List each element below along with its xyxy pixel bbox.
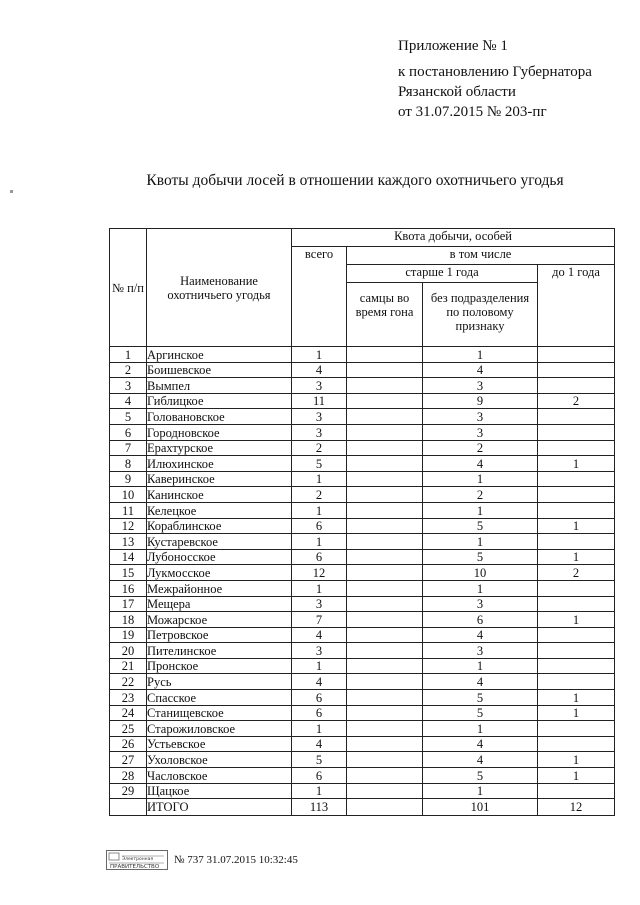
- row-under: [538, 409, 615, 425]
- row-name: Головановское: [147, 409, 292, 425]
- table-row: [110, 736, 615, 752]
- row-males: [347, 440, 423, 456]
- row-nosex: 3: [423, 378, 538, 394]
- row-number: 16: [110, 580, 147, 596]
- row-name: Лубоносское: [147, 549, 292, 565]
- appendix-region-line: Рязанской области: [398, 84, 516, 100]
- row-under: 1: [538, 690, 615, 706]
- header-males: [347, 283, 423, 347]
- totals-total: 113: [292, 799, 347, 816]
- row-males: [347, 658, 423, 674]
- row-total: 1: [292, 534, 347, 550]
- row-total: 6: [292, 690, 347, 706]
- row-total: 1: [292, 471, 347, 487]
- row-males: [347, 565, 423, 581]
- row-nosex: 2: [423, 440, 538, 456]
- row-nosex: 3: [423, 424, 538, 440]
- row-number: 18: [110, 612, 147, 628]
- row-males: [347, 736, 423, 752]
- row-number: 27: [110, 752, 147, 768]
- row-name: Станищевское: [147, 705, 292, 721]
- row-males: [347, 347, 423, 363]
- totals-nosex: 101: [423, 799, 538, 816]
- row-number: 28: [110, 768, 147, 784]
- table-row: [110, 705, 615, 721]
- table-row: [110, 627, 615, 643]
- row-nosex: 3: [423, 409, 538, 425]
- row-under: [538, 471, 615, 487]
- row-name: Петровское: [147, 627, 292, 643]
- row-name: Старожиловское: [147, 721, 292, 737]
- row-nosex: 5: [423, 549, 538, 565]
- registration-footer: [106, 850, 298, 870]
- row-males: [347, 596, 423, 612]
- row-total: 4: [292, 736, 347, 752]
- table-row: [110, 658, 615, 674]
- table-row: [110, 783, 615, 799]
- row-total: 1: [292, 783, 347, 799]
- row-under: 2: [538, 393, 615, 409]
- row-under: [538, 347, 615, 363]
- stamp-top-text: Электронная: [122, 857, 154, 862]
- row-number: 2: [110, 362, 147, 378]
- table-row: [110, 424, 615, 440]
- row-number: 17: [110, 596, 147, 612]
- row-nosex: 6: [423, 612, 538, 628]
- row-males: [347, 752, 423, 768]
- row-nosex: 9: [423, 393, 538, 409]
- row-under: 1: [538, 456, 615, 472]
- table-row: [110, 362, 615, 378]
- row-nosex: 1: [423, 471, 538, 487]
- table-row: [110, 768, 615, 784]
- row-total: 4: [292, 627, 347, 643]
- row-number: 4: [110, 393, 147, 409]
- row-nosex: 1: [423, 721, 538, 737]
- header-nosex: [423, 283, 538, 347]
- row-under: [538, 378, 615, 394]
- row-name: Кораблинское: [147, 518, 292, 534]
- row-total: 4: [292, 674, 347, 690]
- row-males: [347, 721, 423, 737]
- row-nosex: 1: [423, 783, 538, 799]
- document-title: Квоты добычи лосей в отношении каждого охотничьего угодья: [146, 172, 564, 189]
- row-under: [538, 424, 615, 440]
- row-number: 10: [110, 487, 147, 503]
- quota-table: [109, 228, 615, 816]
- header-quota: Квота добычи, особей: [292, 229, 615, 247]
- row-males: [347, 424, 423, 440]
- row-number: 22: [110, 674, 147, 690]
- row-name: Боишевское: [147, 362, 292, 378]
- row-males: [347, 471, 423, 487]
- row-name: Келецкое: [147, 502, 292, 518]
- totals-label: ИТОГО: [147, 799, 292, 816]
- row-under: [538, 627, 615, 643]
- row-nosex: 1: [423, 658, 538, 674]
- row-total: 6: [292, 705, 347, 721]
- row-nosex: 1: [423, 347, 538, 363]
- row-nosex: 5: [423, 705, 538, 721]
- row-under: 1: [538, 518, 615, 534]
- row-total: 5: [292, 456, 347, 472]
- row-name: Спасское: [147, 690, 292, 706]
- header-name: [147, 229, 292, 347]
- table-row: [110, 565, 615, 581]
- row-under: [538, 440, 615, 456]
- totals-row: [110, 799, 615, 816]
- row-total: 6: [292, 768, 347, 784]
- row-total: 1: [292, 502, 347, 518]
- row-under: [538, 674, 615, 690]
- row-name: Канинское: [147, 487, 292, 503]
- row-males: [347, 534, 423, 550]
- header-under: до 1 года: [538, 265, 615, 347]
- table-row: [110, 456, 615, 472]
- table-row: [110, 612, 615, 628]
- table-row: [110, 502, 615, 518]
- header-nosex-label: без подразделения по половому признаку: [430, 291, 530, 333]
- row-name: Межрайонное: [147, 580, 292, 596]
- row-number: 23: [110, 690, 147, 706]
- appendix-title: Приложение № 1: [398, 38, 508, 54]
- row-number: 24: [110, 705, 147, 721]
- row-total: 1: [292, 580, 347, 596]
- row-total: 3: [292, 409, 347, 425]
- row-total: 12: [292, 565, 347, 581]
- row-number: 15: [110, 565, 147, 581]
- row-nosex: 3: [423, 643, 538, 659]
- row-males: [347, 456, 423, 472]
- table-row: [110, 409, 615, 425]
- row-total: 3: [292, 424, 347, 440]
- row-number: 5: [110, 409, 147, 425]
- row-name: Илюхинское: [147, 456, 292, 472]
- row-number: 14: [110, 549, 147, 565]
- header-total: всего: [292, 247, 347, 347]
- header-number-label: № п/п: [112, 280, 144, 295]
- table-row: [110, 674, 615, 690]
- row-under: 1: [538, 549, 615, 565]
- table-row: [110, 549, 615, 565]
- row-number: 21: [110, 658, 147, 674]
- row-number: 1: [110, 347, 147, 363]
- header-older: старше 1 года: [347, 265, 538, 283]
- scan-dot: [10, 190, 13, 193]
- row-under: [538, 721, 615, 737]
- row-name: Мещера: [147, 596, 292, 612]
- row-under: 1: [538, 705, 615, 721]
- row-total: 6: [292, 549, 347, 565]
- row-males: [347, 409, 423, 425]
- row-under: [538, 596, 615, 612]
- row-total: 1: [292, 658, 347, 674]
- row-males: [347, 502, 423, 518]
- row-name: Ухоловское: [147, 752, 292, 768]
- header-name-label: Наименование охотничьего угодья: [167, 273, 271, 302]
- table-row: [110, 347, 615, 363]
- row-under: 2: [538, 565, 615, 581]
- row-name: Устьевское: [147, 736, 292, 752]
- row-males: [347, 612, 423, 628]
- row-name: Лукмосское: [147, 565, 292, 581]
- table-body: [110, 347, 615, 799]
- stamp-text: ПРАВИТЕЛЬСТВО: [110, 864, 160, 870]
- row-males: [347, 768, 423, 784]
- row-number: 26: [110, 736, 147, 752]
- row-under: [538, 362, 615, 378]
- row-number: 19: [110, 627, 147, 643]
- table-row: [110, 690, 615, 706]
- table-row: [110, 596, 615, 612]
- row-males: [347, 549, 423, 565]
- row-under: [538, 736, 615, 752]
- government-stamp-icon: [106, 850, 168, 870]
- row-nosex: 4: [423, 362, 538, 378]
- row-under: [538, 643, 615, 659]
- table-row: [110, 518, 615, 534]
- table-row: [110, 378, 615, 394]
- row-males: [347, 705, 423, 721]
- row-males: [347, 580, 423, 596]
- row-males: [347, 674, 423, 690]
- table-row: [110, 534, 615, 550]
- row-under: 1: [538, 612, 615, 628]
- row-under: 1: [538, 768, 615, 784]
- row-males: [347, 627, 423, 643]
- row-males: [347, 783, 423, 799]
- row-nosex: 10: [423, 565, 538, 581]
- row-name: Часловское: [147, 768, 292, 784]
- row-under: [538, 783, 615, 799]
- row-total: 4: [292, 362, 347, 378]
- row-nosex: 1: [423, 534, 538, 550]
- row-total: 6: [292, 518, 347, 534]
- row-number: 6: [110, 424, 147, 440]
- row-under: [538, 658, 615, 674]
- row-nosex: 4: [423, 736, 538, 752]
- totals-under: 12: [538, 799, 615, 816]
- row-males: [347, 378, 423, 394]
- row-total: 11: [292, 393, 347, 409]
- row-nosex: 4: [423, 627, 538, 643]
- row-total: 3: [292, 596, 347, 612]
- appendix-decree-line: к постановлению Губернатора: [398, 64, 592, 80]
- row-nosex: 4: [423, 674, 538, 690]
- row-males: [347, 518, 423, 534]
- row-nosex: 4: [423, 752, 538, 768]
- row-number: 12: [110, 518, 147, 534]
- table-row: [110, 440, 615, 456]
- totals-blank: [110, 799, 147, 816]
- row-name: Русь: [147, 674, 292, 690]
- appendix-date-line: от 31.07.2015 № 203-пг: [398, 104, 547, 120]
- row-name: Пронское: [147, 658, 292, 674]
- row-number: 13: [110, 534, 147, 550]
- row-total: 1: [292, 721, 347, 737]
- row-under: 1: [538, 752, 615, 768]
- row-number: 25: [110, 721, 147, 737]
- row-nosex: 3: [423, 596, 538, 612]
- row-name: Городновское: [147, 424, 292, 440]
- totals-males: [347, 799, 423, 816]
- header-males-label: самцы во время гона: [355, 291, 414, 319]
- table-row: [110, 643, 615, 659]
- table-row: [110, 721, 615, 737]
- row-under: [538, 487, 615, 503]
- row-number: 20: [110, 643, 147, 659]
- row-under: [538, 580, 615, 596]
- row-total: 7: [292, 612, 347, 628]
- row-males: [347, 487, 423, 503]
- table-row: [110, 752, 615, 768]
- row-males: [347, 362, 423, 378]
- row-total: 2: [292, 487, 347, 503]
- row-males: [347, 690, 423, 706]
- row-number: 29: [110, 783, 147, 799]
- row-number: 9: [110, 471, 147, 487]
- row-nosex: 5: [423, 518, 538, 534]
- row-total: 3: [292, 643, 347, 659]
- header-number: [110, 229, 147, 347]
- row-name: Щацкое: [147, 783, 292, 799]
- row-total: 5: [292, 752, 347, 768]
- row-name: Ерахтурское: [147, 440, 292, 456]
- row-name: Каверинское: [147, 471, 292, 487]
- header-including: в том числе: [347, 247, 615, 265]
- row-males: [347, 643, 423, 659]
- row-name: Можарское: [147, 612, 292, 628]
- row-number: 7: [110, 440, 147, 456]
- row-nosex: 1: [423, 502, 538, 518]
- row-nosex: 1: [423, 580, 538, 596]
- row-nosex: 5: [423, 768, 538, 784]
- row-name: Кустаревское: [147, 534, 292, 550]
- table-row: [110, 471, 615, 487]
- row-total: 3: [292, 378, 347, 394]
- row-under: [538, 534, 615, 550]
- appendix-block: [398, 36, 592, 122]
- row-nosex: 5: [423, 690, 538, 706]
- row-nosex: 4: [423, 456, 538, 472]
- row-under: [538, 502, 615, 518]
- row-total: 2: [292, 440, 347, 456]
- table-row: [110, 487, 615, 503]
- row-males: [347, 393, 423, 409]
- registration-number: № 737 31.07.2015 10:32:45: [174, 854, 298, 866]
- row-name: Пителинское: [147, 643, 292, 659]
- table-row: [110, 580, 615, 596]
- row-name: Гиблицкое: [147, 393, 292, 409]
- row-name: Аргинское: [147, 347, 292, 363]
- row-nosex: 2: [423, 487, 538, 503]
- row-number: 3: [110, 378, 147, 394]
- table-row: [110, 393, 615, 409]
- row-number: 8: [110, 456, 147, 472]
- row-total: 1: [292, 347, 347, 363]
- row-number: 11: [110, 502, 147, 518]
- row-name: Вымпел: [147, 378, 292, 394]
